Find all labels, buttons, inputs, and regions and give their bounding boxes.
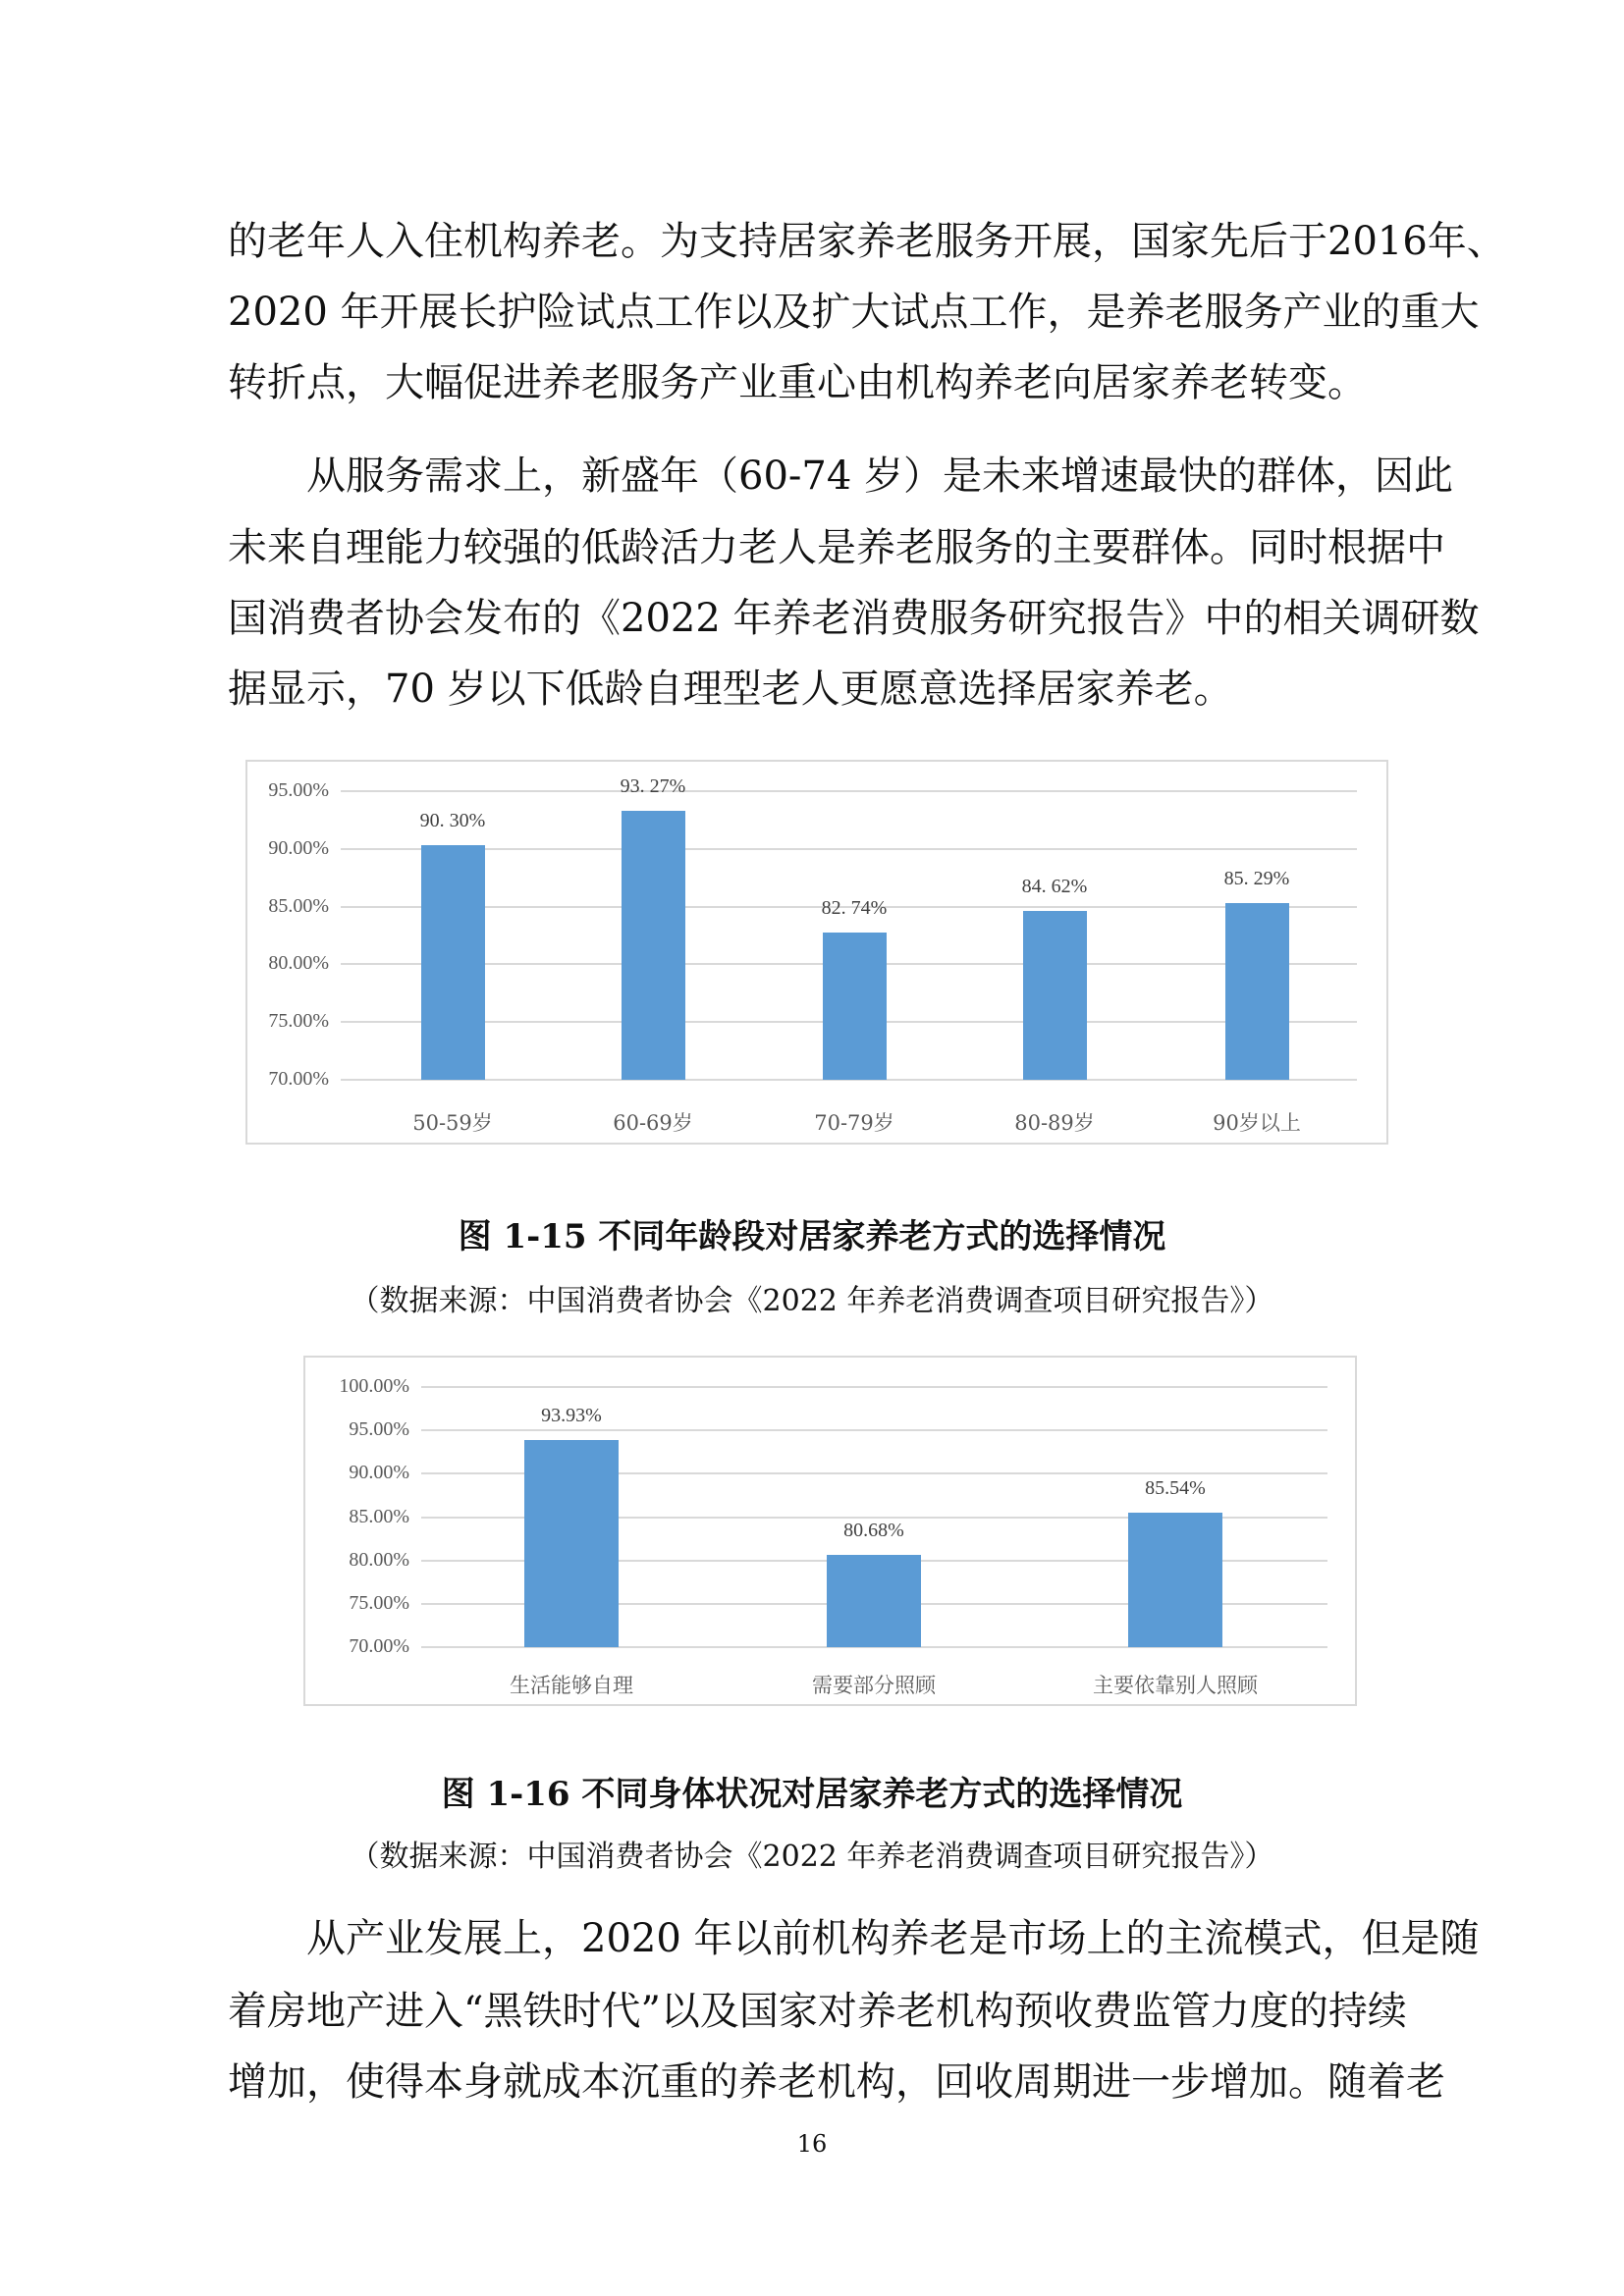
- health-status-bar-chart: [303, 1356, 1357, 1706]
- text-line: 增加，使得本身就成本沉重的养老机构，回收周期进一步增加。随着老: [228, 2059, 1445, 2105]
- gridline: [341, 848, 1357, 850]
- figure-source: （数据来源：中国消费者协会《2022 年养老消费调查项目研究报告》）: [350, 1840, 1274, 1874]
- data-label: 80.68%: [843, 1519, 904, 1541]
- text-line: 从服务需求上，新盛年（60-74 岁）是未来增速最快的群体，因此: [306, 454, 1454, 499]
- bar: [823, 933, 887, 1080]
- data-label: 85.54%: [1145, 1476, 1206, 1499]
- data-label: 85. 29%: [1223, 868, 1290, 890]
- bar: [524, 1440, 619, 1647]
- gridline: [341, 790, 1357, 792]
- text-line: 的老年人入住机构养老。为支持居家养老服务开展，国家先后于2016年、: [228, 219, 1506, 264]
- bar: [1023, 911, 1087, 1080]
- y-tick-label: 80.00%: [268, 952, 329, 975]
- gridline: [421, 1429, 1327, 1431]
- bar: [622, 811, 685, 1080]
- y-tick-label: 90.00%: [349, 1462, 409, 1484]
- text-line: 着房地产进入“黑铁时代”以及国家对养老机构预收费监管力度的持续: [228, 1989, 1407, 2034]
- y-tick-label: 90.00%: [268, 836, 329, 859]
- bar: [1225, 903, 1289, 1080]
- y-tick-label: 70.00%: [268, 1068, 329, 1090]
- text-line: 从产业发展上，2020 年以前机构养老是市场上的主流模式，但是随: [306, 1916, 1480, 1961]
- figure-caption: 图 1-15 不同年龄段对居家养老方式的选择情况: [458, 1217, 1166, 1256]
- x-tick-label: 主要依靠别人照顾: [1093, 1674, 1258, 1697]
- y-tick-label: 70.00%: [349, 1635, 409, 1657]
- figure-source: （数据来源：中国消费者协会《2022 年养老消费调查项目研究报告》）: [350, 1284, 1274, 1318]
- y-tick-label: 85.00%: [349, 1505, 409, 1527]
- bar: [1128, 1513, 1222, 1647]
- y-tick-label: 95.00%: [349, 1418, 409, 1441]
- data-label: 93.93%: [541, 1404, 602, 1426]
- x-tick-label: 需要部分照顾: [812, 1674, 936, 1697]
- x-tick-label: 60-69岁: [613, 1111, 693, 1135]
- text-line: 未来自理能力较强的低龄活力老人是养老服务的主要群体。同时根据中: [228, 525, 1445, 570]
- text-line: 转折点，大幅促进养老服务产业重心由机构养老向居家养老转变。: [228, 360, 1367, 405]
- text-line: 据显示，70 岁以下低龄自理型老人更愿意选择居家养老。: [228, 667, 1233, 712]
- page-number: 16: [796, 2130, 828, 2158]
- bar: [827, 1555, 921, 1647]
- y-tick-label: 80.00%: [349, 1548, 409, 1571]
- y-tick-label: 100.00%: [339, 1375, 409, 1397]
- x-tick-label: 生活能够自理: [510, 1674, 633, 1697]
- text-line: 国消费者协会发布的《2022 年养老消费服务研究报告》中的相关调研数: [228, 596, 1480, 641]
- text-line: 2020 年开展长护险试点工作以及扩大试点工作，是养老服务产业的重大: [228, 290, 1480, 335]
- y-tick-label: 75.00%: [349, 1591, 409, 1614]
- figure-caption: 图 1-16 不同身体状况对居家养老方式的选择情况: [441, 1775, 1183, 1814]
- y-tick-label: 95.00%: [268, 779, 329, 801]
- x-tick-label: 70-79岁: [814, 1111, 894, 1135]
- data-label: 90. 30%: [419, 810, 486, 832]
- y-tick-label: 85.00%: [268, 894, 329, 917]
- gridline: [421, 1386, 1327, 1388]
- x-tick-label: 90岁以上: [1213, 1111, 1301, 1135]
- y-tick-label: 75.00%: [268, 1010, 329, 1033]
- data-label: 93. 27%: [620, 775, 686, 798]
- bar: [421, 845, 485, 1080]
- x-tick-label: 80-89岁: [1014, 1111, 1095, 1135]
- age-group-bar-chart: [245, 760, 1388, 1145]
- x-tick-label: 50-59岁: [412, 1111, 493, 1135]
- data-label: 82. 74%: [821, 897, 888, 920]
- data-label: 84. 62%: [1021, 876, 1088, 898]
